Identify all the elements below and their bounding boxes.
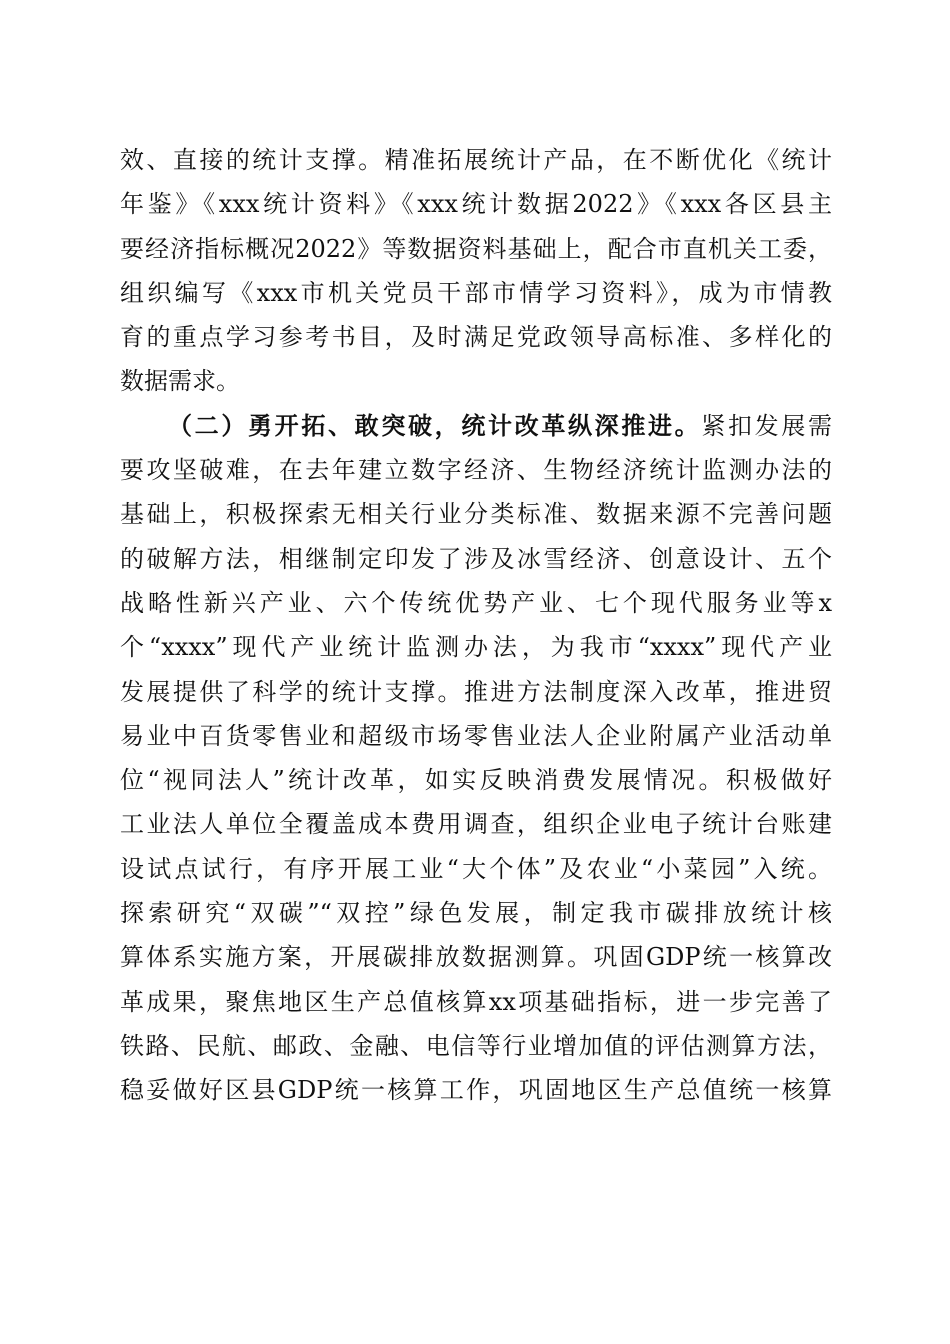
paragraph-line: 易业中百货零售业和超级市场零售业法人企业附属产业活动单 — [120, 721, 832, 750]
paragraph-line: 稳妥做好区县GDP统一核算工作，巩固地区生产总值统一核算 — [120, 1076, 832, 1105]
paragraph-line: 的破解方法，相继制定印发了涉及冰雪经济、创意设计、五个 — [120, 544, 832, 573]
paragraph-line: 位“视同法人”统计改革，如实反映消费发展情况。积极做好 — [120, 766, 832, 795]
paragraph-line: 育的重点学习参考书目，及时满足党政领导高标准、多样化的 — [120, 323, 832, 352]
paragraph-line: 个“xxxx”现代产业统计监测办法，为我市“xxxx”现代产业 — [120, 633, 832, 662]
paragraph-line: 发展提供了科学的统计支撑。推进方法制度深入改革，推进贸 — [120, 677, 832, 706]
paragraph-line: 要经济指标概况2022》等数据资料基础上，配合市直机关工委， — [120, 234, 832, 263]
paragraph-line: 基础上，积极探索无相关行业分类标准、数据来源不完善问题 — [120, 500, 832, 529]
paragraph-line: 革成果，聚焦地区生产总值核算xx项基础指标，进一步完善了 — [120, 987, 832, 1016]
paragraph-line: 铁路、民航、邮政、金融、电信等行业增加值的评估测算方法， — [120, 1031, 832, 1060]
section-lead-text: 紧扣发展需 — [701, 411, 832, 440]
paragraph-line: 数据需求。 — [120, 367, 240, 396]
paragraph-line: 探索研究“双碳”“双控”绿色发展，制定我市碳排放统计核 — [120, 899, 832, 928]
body-text — [120, 138, 832, 1113]
paragraph-line: 工业法人单位全覆盖成本费用调查，组织企业电子统计台账建 — [120, 810, 832, 839]
paragraph-line: 效、直接的统计支撑。精准拓展统计产品，在不断优化《统计 — [120, 146, 832, 174]
paragraph-line: 战略性新兴产业、六个传统优势产业、七个现代服务业等x — [120, 588, 832, 617]
paragraph-line: 要攻坚破难，在去年建立数字经济、生物经济统计监测办法的 — [120, 456, 832, 485]
paragraph-line: 设试点试行，有序开展工业“大个体”及农业“小菜园”入统。 — [120, 854, 832, 883]
paragraph-line: 年鉴》《xxx统计资料》《xxx统计数据2022》《xxx各区县主 — [120, 190, 832, 219]
section-heading-line — [120, 404, 832, 448]
section-heading: （二）勇开拓、敢突破，统计改革纵深推进。 — [168, 410, 702, 440]
paragraph-line: 算体系实施方案，开展碳排放数据测算。巩固GDP统一核算改 — [120, 943, 832, 972]
paragraph-line: 组织编写《xxx市机关党员干部市情学习资料》，成为市情教 — [120, 278, 832, 307]
